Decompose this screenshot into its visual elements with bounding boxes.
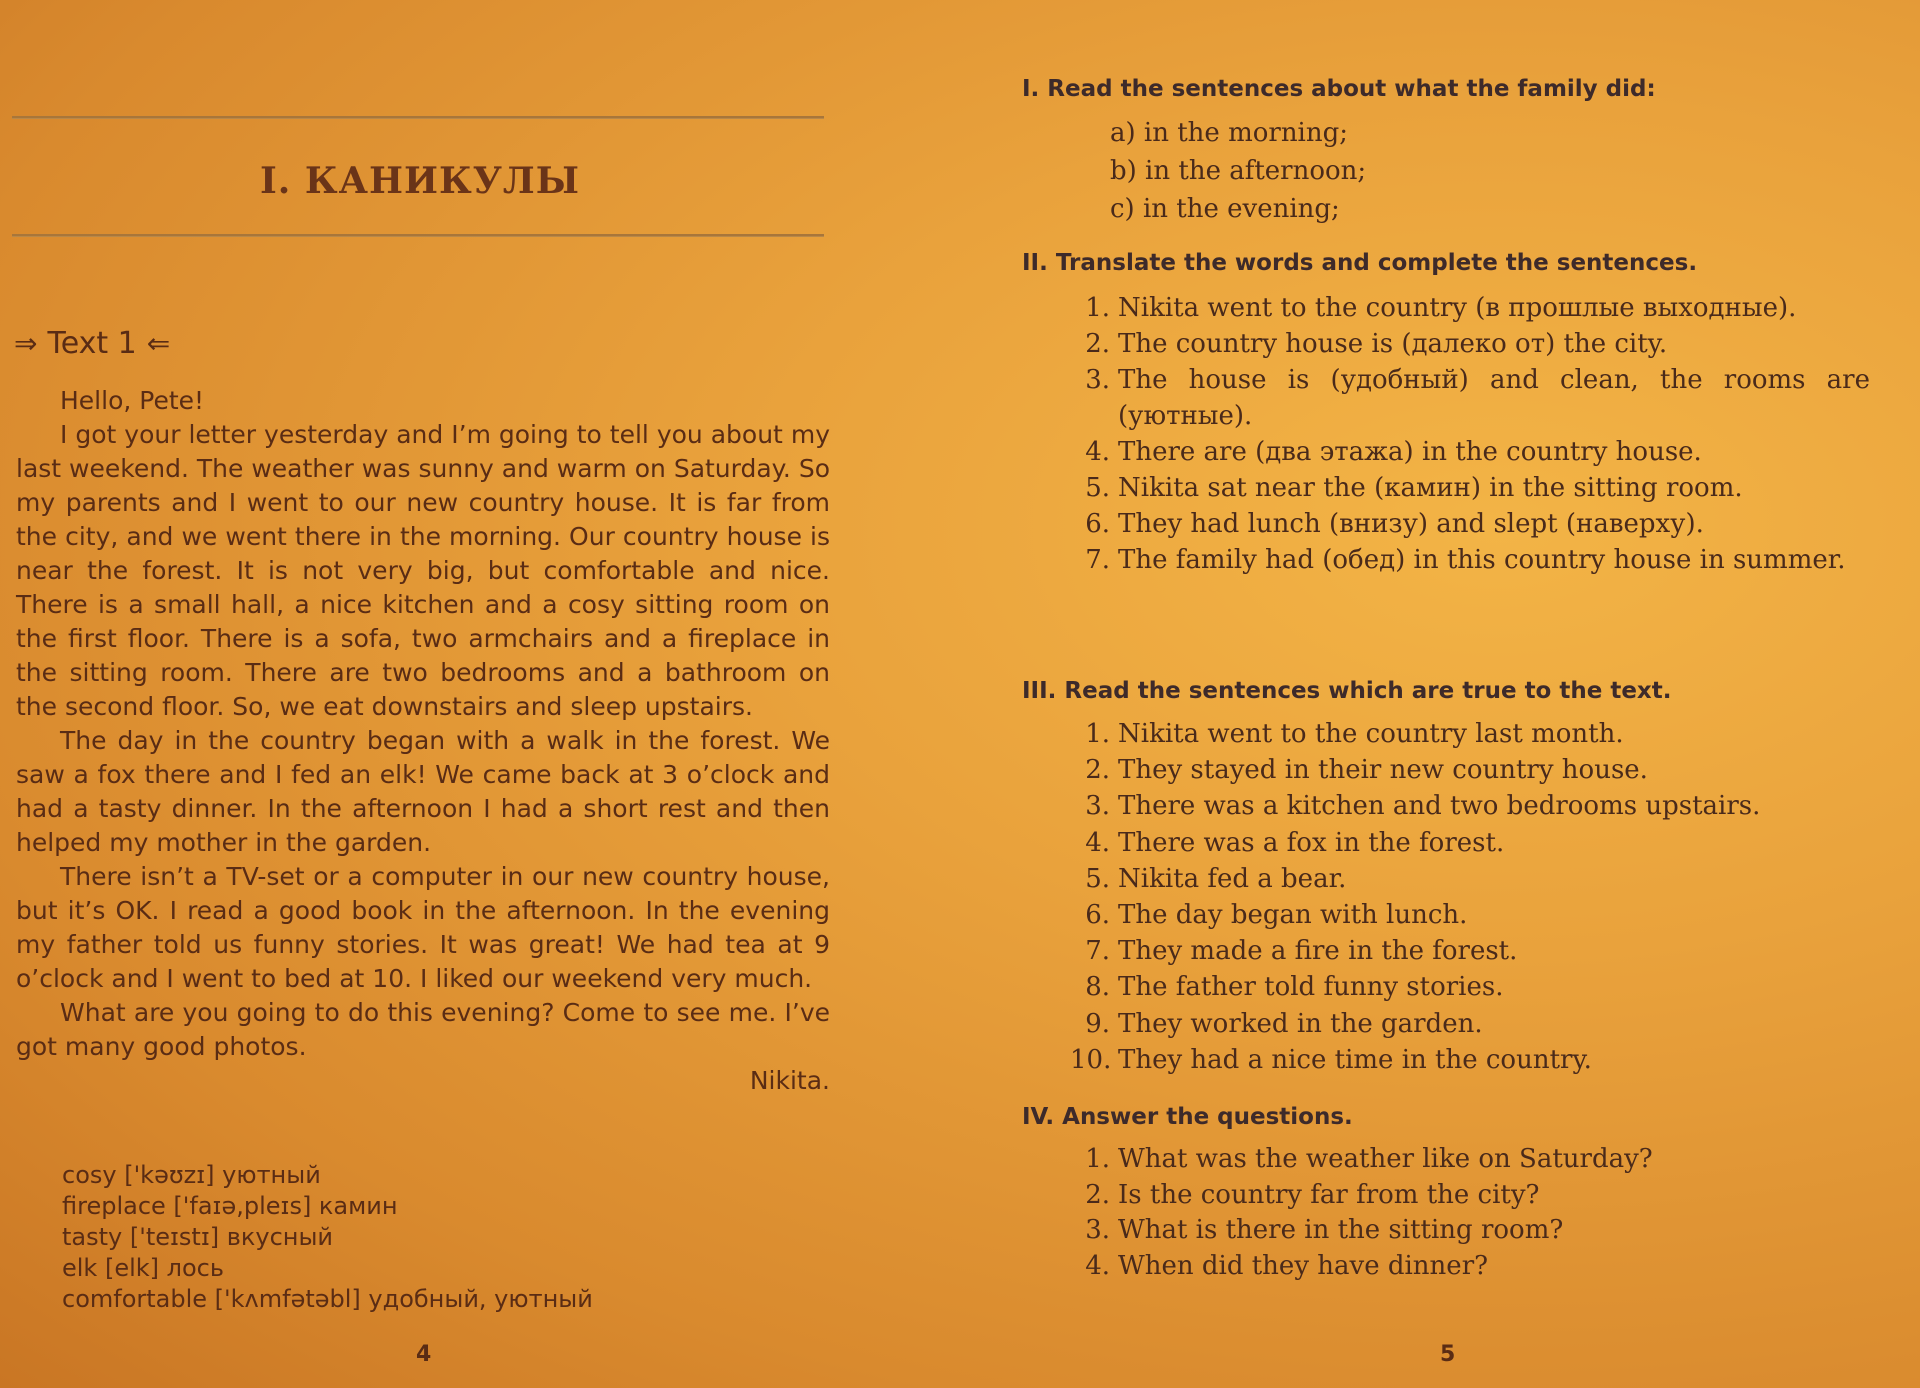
item-number: 4. — [1085, 827, 1110, 858]
vocabulary-item: tasty ['teɪstɪ] вкусный — [62, 1223, 334, 1251]
exercise-4-item — [1070, 1178, 1870, 1214]
vocabulary-item: elk [elk] лось — [62, 1254, 225, 1282]
exercise-1-options — [1110, 114, 1366, 228]
item-number: 6. — [1085, 900, 1110, 931]
exercise-3-item — [1070, 1006, 1870, 1042]
item-number: 2. — [1085, 1179, 1110, 1210]
exercise-3-item — [1070, 825, 1870, 861]
exercise-1-option: a) in the morning; — [1110, 118, 1349, 148]
item-number: 8. — [1085, 972, 1110, 1003]
exercise-2-heading: II. Translate the words and complete the sentences. — [1022, 250, 1698, 276]
item-number: 2. — [1085, 755, 1110, 786]
letter-paragraph: The day in the country began with a walk in the forest. We saw a fox there and I fed an elk! We came back at 3 o’clock and had a tasty dinner. In the afternoon I had a short rest and then helped my mother in the garden. — [16, 726, 830, 857]
exercise-3-item — [1070, 969, 1870, 1005]
item-text: They worked in the garden. — [1118, 1008, 1483, 1039]
vocabulary-list — [62, 1160, 593, 1315]
vocabulary-item: fireplace ['faɪə,pleɪs] камин — [62, 1192, 398, 1220]
letter-paragraph: What are you going to do this evening? Come to see me. I’ve got many good photos. — [16, 998, 830, 1061]
item-number: 1. — [1085, 1144, 1110, 1174]
exercise-1-heading: I. Read the sentences about what the family did: — [1022, 76, 1656, 102]
left-page — [0, 0, 840, 1388]
letter-text — [16, 384, 830, 1098]
exercise-3-item — [1070, 861, 1870, 897]
chapter-title: I. КАНИКУЛЫ — [259, 160, 581, 202]
item-number: 4. — [1085, 1250, 1110, 1281]
arrow-right-icon: ⇒ — [14, 327, 38, 360]
item-text: There was a fox in the forest. — [1118, 827, 1505, 858]
item-text: There are (два этажа) in the country house. — [1118, 437, 1702, 467]
exercise-2-list — [1070, 290, 1870, 578]
exercise-2-item — [1070, 542, 1870, 578]
right-page — [1000, 0, 1900, 1388]
item-text: The country house is (далеко от) the city. — [1118, 329, 1668, 359]
exercise-3-item — [1070, 752, 1870, 788]
item-number: 3. — [1085, 365, 1110, 395]
item-text: Nikita sat near the (камин) in the sitting room. — [1118, 473, 1743, 503]
item-number: 5. — [1085, 863, 1110, 894]
exercise-3-heading: III. Read the sentences which are true to the text. — [1022, 678, 1672, 704]
item-text: They stayed in their new country house. — [1118, 755, 1648, 786]
item-text: When did they have dinner? — [1118, 1250, 1489, 1281]
item-number: 10. — [1070, 1044, 1112, 1075]
exercise-1-option: b) in the afternoon; — [1110, 156, 1367, 186]
item-number: 7. — [1085, 936, 1110, 967]
letter-paragraph: There isn’t a TV-set or a computer in our new country house, but it’s OK. I read a good book in the afternoon. In the evening my father told us funny stories. It was great! We had tea at 9 o’clock and I went to bed at 10. I liked our weekend very much. — [16, 862, 830, 993]
item-number: 1. — [1085, 719, 1110, 749]
item-text: Nikita went to the country (в прошлые выходные). — [1118, 293, 1797, 323]
item-number: 5. — [1085, 473, 1110, 503]
exercise-2-item — [1070, 362, 1870, 434]
item-number: 6. — [1085, 509, 1110, 539]
exercise-3-item — [1070, 933, 1870, 969]
exercise-4-item — [1070, 1142, 1870, 1178]
item-text: Nikita went to the country last month. — [1118, 719, 1624, 749]
item-text: They made a fire in the forest. — [1118, 936, 1518, 967]
exercise-3-item — [1070, 788, 1870, 824]
exercise-3-item — [1070, 1042, 1870, 1078]
item-number: 7. — [1085, 545, 1110, 575]
letter-signature: Nikita. — [749, 1066, 830, 1095]
exercise-2-item — [1070, 434, 1870, 470]
item-number: 2. — [1085, 329, 1110, 359]
arrow-left-icon: ⇐ — [146, 327, 171, 360]
exercise-3-item — [1070, 716, 1870, 752]
item-text: What is there in the sitting room? — [1118, 1215, 1564, 1245]
text-heading-row — [14, 326, 170, 361]
exercise-4-item — [1070, 1249, 1870, 1285]
page-number-right: 5 — [1440, 1342, 1456, 1367]
exercise-4-item — [1070, 1213, 1870, 1249]
item-number: 4. — [1085, 437, 1110, 467]
item-number: 3. — [1085, 791, 1110, 822]
exercise-3-list — [1070, 716, 1870, 1078]
chapter-rule-top — [12, 116, 824, 119]
item-number: 3. — [1085, 1215, 1110, 1245]
item-text: Nikita fed a bear. — [1118, 863, 1347, 894]
exercise-4-heading: IV. Answer the questions. — [1022, 1104, 1353, 1130]
item-text: They had lunch (внизу) and slept (наверху). — [1118, 509, 1704, 539]
item-text: The house is (удобный) and clean, the rooms are (уютные). — [1118, 365, 1870, 431]
exercise-4-list — [1070, 1142, 1870, 1284]
page-number-left: 4 — [416, 1342, 432, 1367]
item-text: There was a kitchen and two bedrooms upstairs. — [1118, 791, 1761, 822]
item-text: Is the country far from the city? — [1118, 1179, 1540, 1210]
exercise-1-option: c) in the evening; — [1110, 194, 1340, 224]
exercise-2-item — [1070, 290, 1870, 326]
vocabulary-item: cosy ['kəʊzɪ] уютный — [62, 1161, 321, 1189]
chapter-rule-bottom — [12, 234, 824, 237]
item-number: 9. — [1085, 1008, 1110, 1039]
item-text: What was the weather like on Saturday? — [1118, 1144, 1653, 1174]
exercise-2-item — [1070, 470, 1870, 506]
item-text: The family had (обед) in this country house in summer. — [1118, 545, 1846, 575]
item-text: The day began with lunch. — [1118, 900, 1468, 931]
exercise-3-item — [1070, 897, 1870, 933]
letter-paragraph: Hello, Pete! — [60, 386, 205, 415]
exercise-2-item — [1070, 326, 1870, 362]
letter-paragraph: I got your letter yesterday and I’m going to tell you about my last weekend. The weather was sunny and warm on Saturday. So my parents and I went to our new country house. It is far from the city, and we went there in the morning. Our country house is near the forest. It is not very big, but comfortable and nice. There is a small hall, a nice kitchen and a cosy sitting room on the first floor. There is a sofa, two armchairs and a fireplace in the sitting room. There are two bedrooms and a bathroom on the second floor. So, we eat downstairs and sleep upstairs. — [16, 420, 830, 721]
item-text: The father told funny stories. — [1118, 972, 1504, 1003]
item-text: They had a nice time in the country. — [1118, 1044, 1592, 1075]
vocabulary-item: comfortable ['kʌmfətəbl] удобный, уютный — [62, 1285, 593, 1313]
exercise-2-item — [1070, 506, 1870, 542]
text-heading: Text 1 — [47, 326, 137, 361]
item-number: 1. — [1085, 293, 1110, 323]
